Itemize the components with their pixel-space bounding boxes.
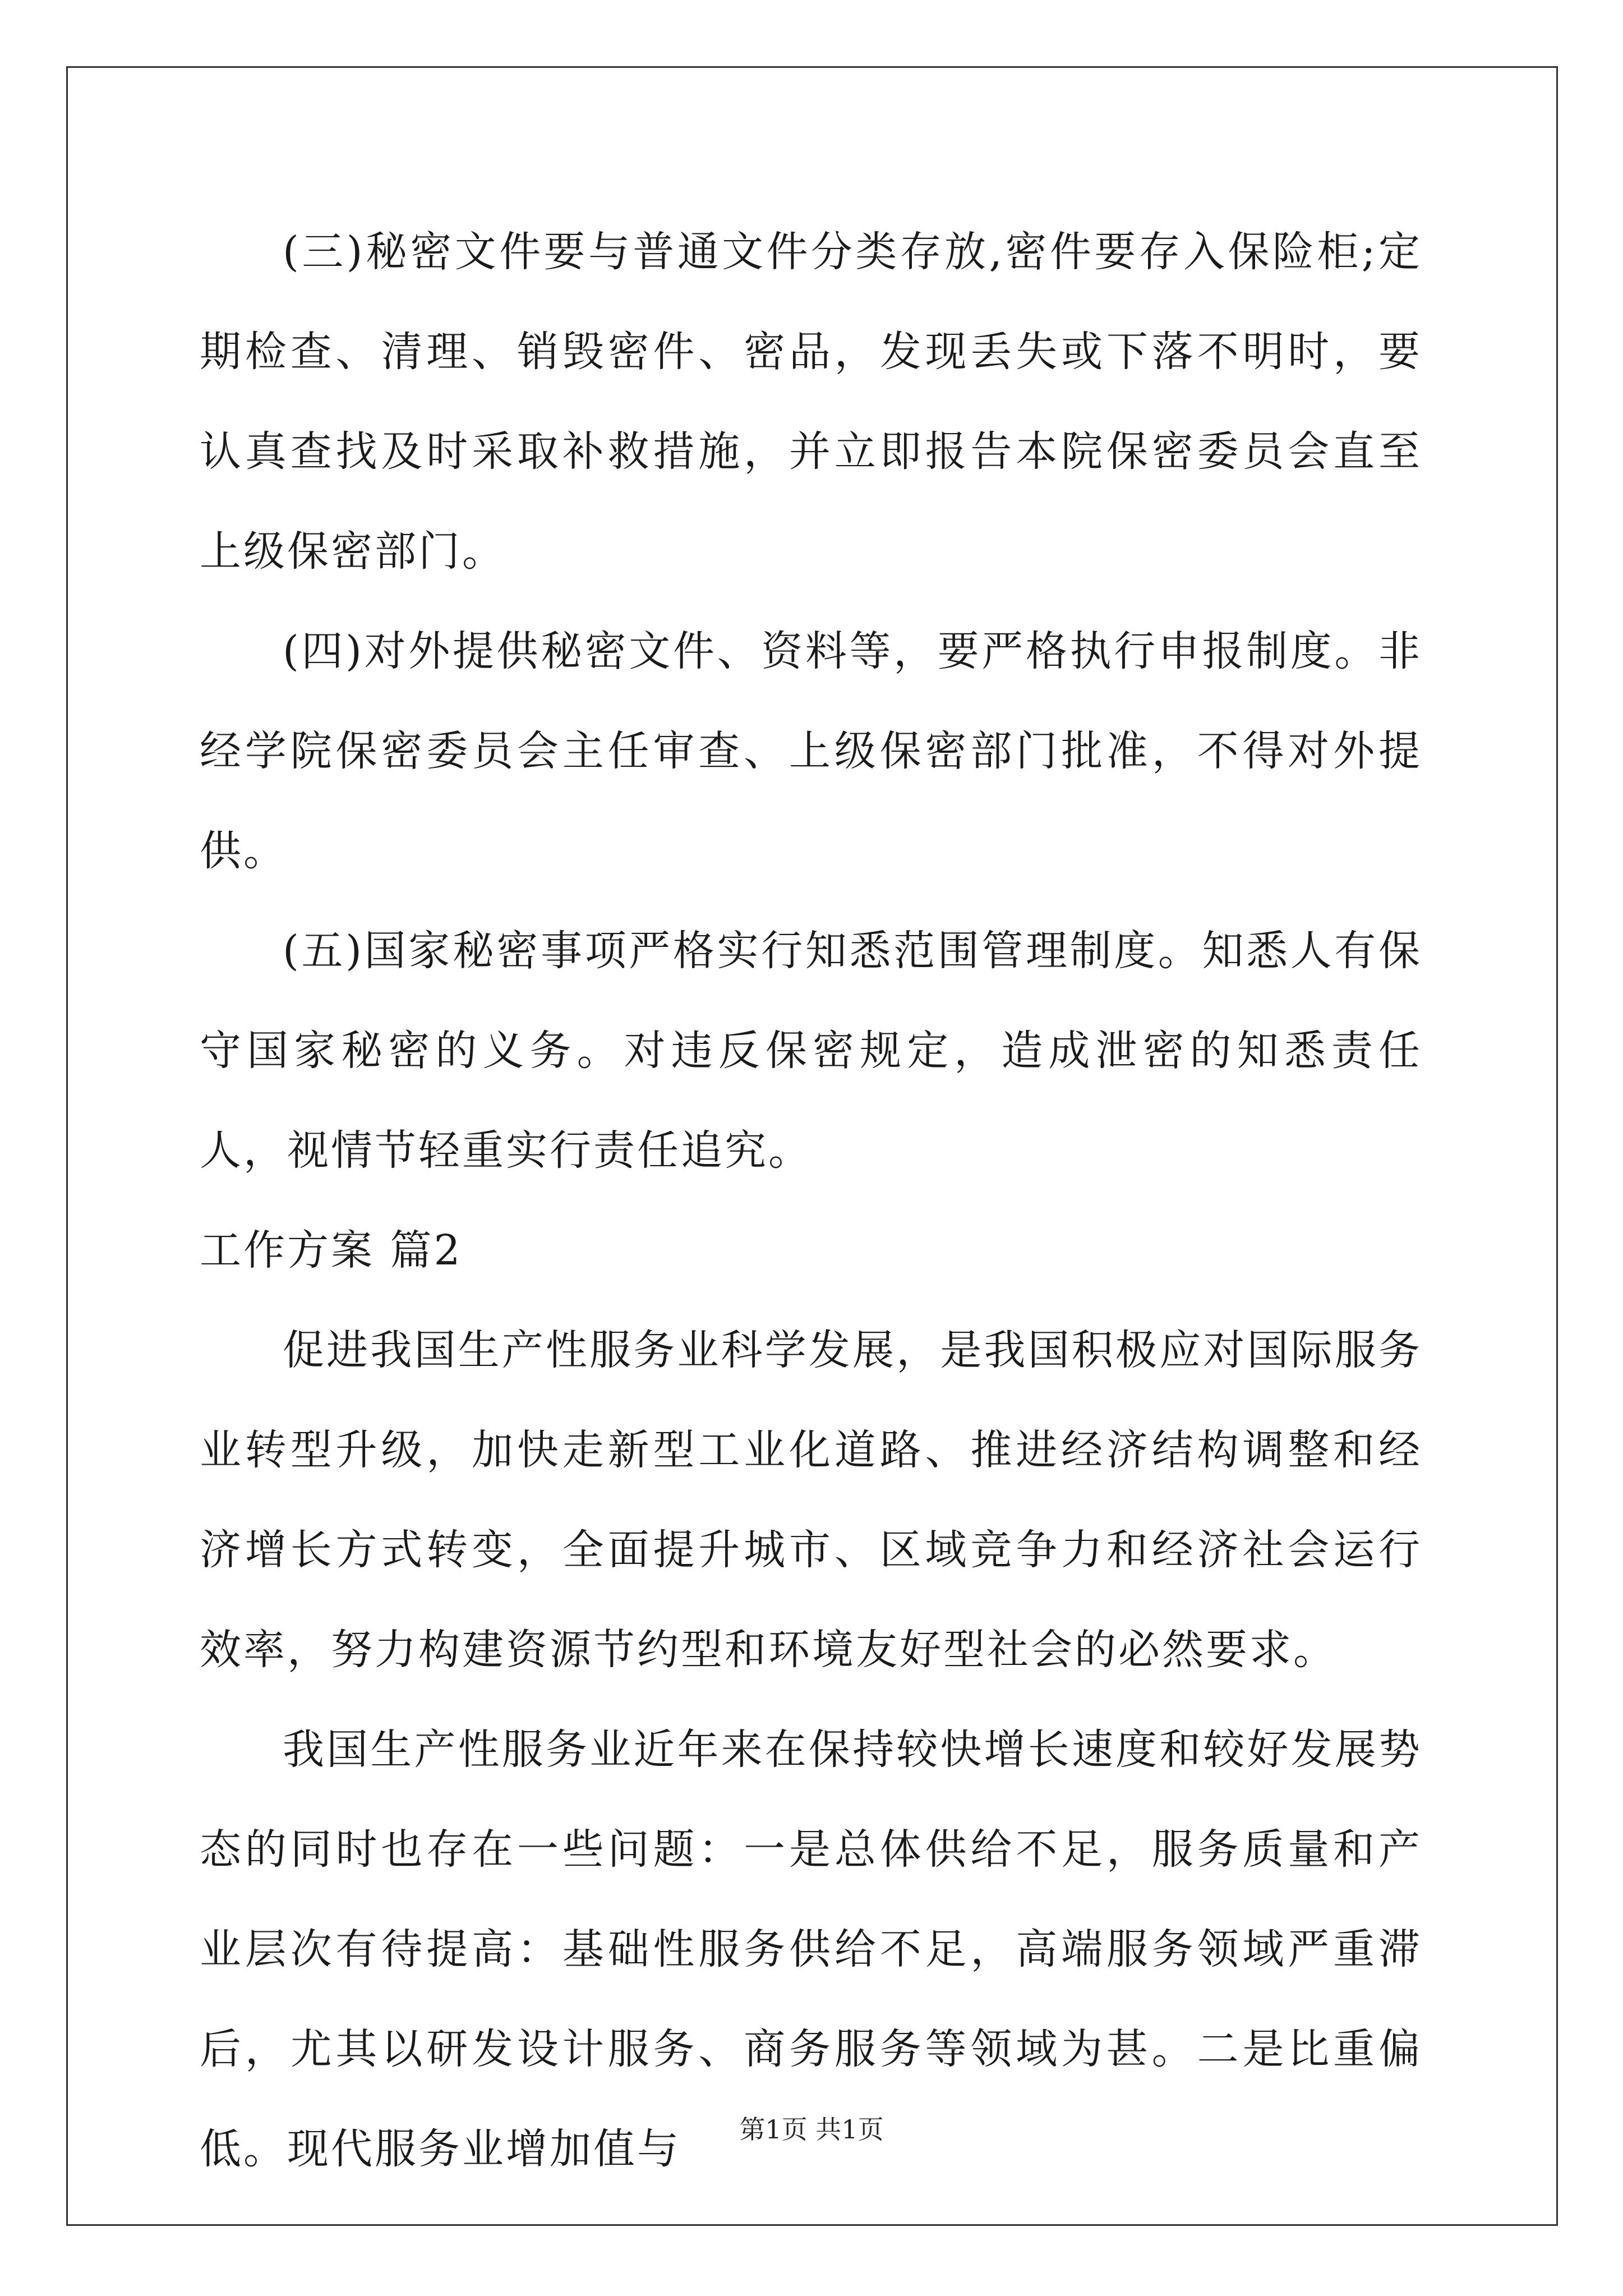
paragraph-5: (五)国家秘密事项严格实行知悉范围管理制度。知悉人有保守国家秘密的义务。对违反保密规定，造成泄密的知悉责任人，视情节轻重实行责任追究。 [200, 927, 1422, 1175]
section-heading: 工作方案 篇2 [200, 1226, 463, 1274]
section-paragraph-2: 我国生产性服务业近年来在保持较快增长速度和较好发展势态的同时也存在一些问题：一是总体供给不足，服务质量和产业层次有待提高：基础性服务供给不足，高端服务领域严重滞后，尤其以研发设计服务、商务服务等领域为甚。二是比重偏低。现代服务业增加值与 [200, 1726, 1422, 2173]
section-paragraph-1: 促进我国生产性服务业科学发展，是我国积极应对国际服务业转型升级，加快走新型工业化道路、推进经济结构调整和经济增长方式转变，全面提升城市、区域竞争力和经济社会运行效率，努力构建资源节约型和环境友好型社会的必然要求。 [200, 1326, 1422, 1674]
paragraph-4: (四)对外提供秘密文件、资料等，要严格执行申报制度。非经学院保密委员会主任审查、上级保密部门批准，不得对外提供。 [200, 627, 1422, 875]
document-body [200, 202, 1422, 2199]
page-footer: 第1页 共1页 [739, 2114, 884, 2145]
paragraph-3: (三)秘密文件要与普通文件分类存放,密件要存入保险柜;定期检查、清理、销毁密件、密品，发现丢失或下落不明时，要认真查找及时采取补救措施，并立即报告本院保密委员会直至上级保密部门。 [200, 228, 1422, 576]
